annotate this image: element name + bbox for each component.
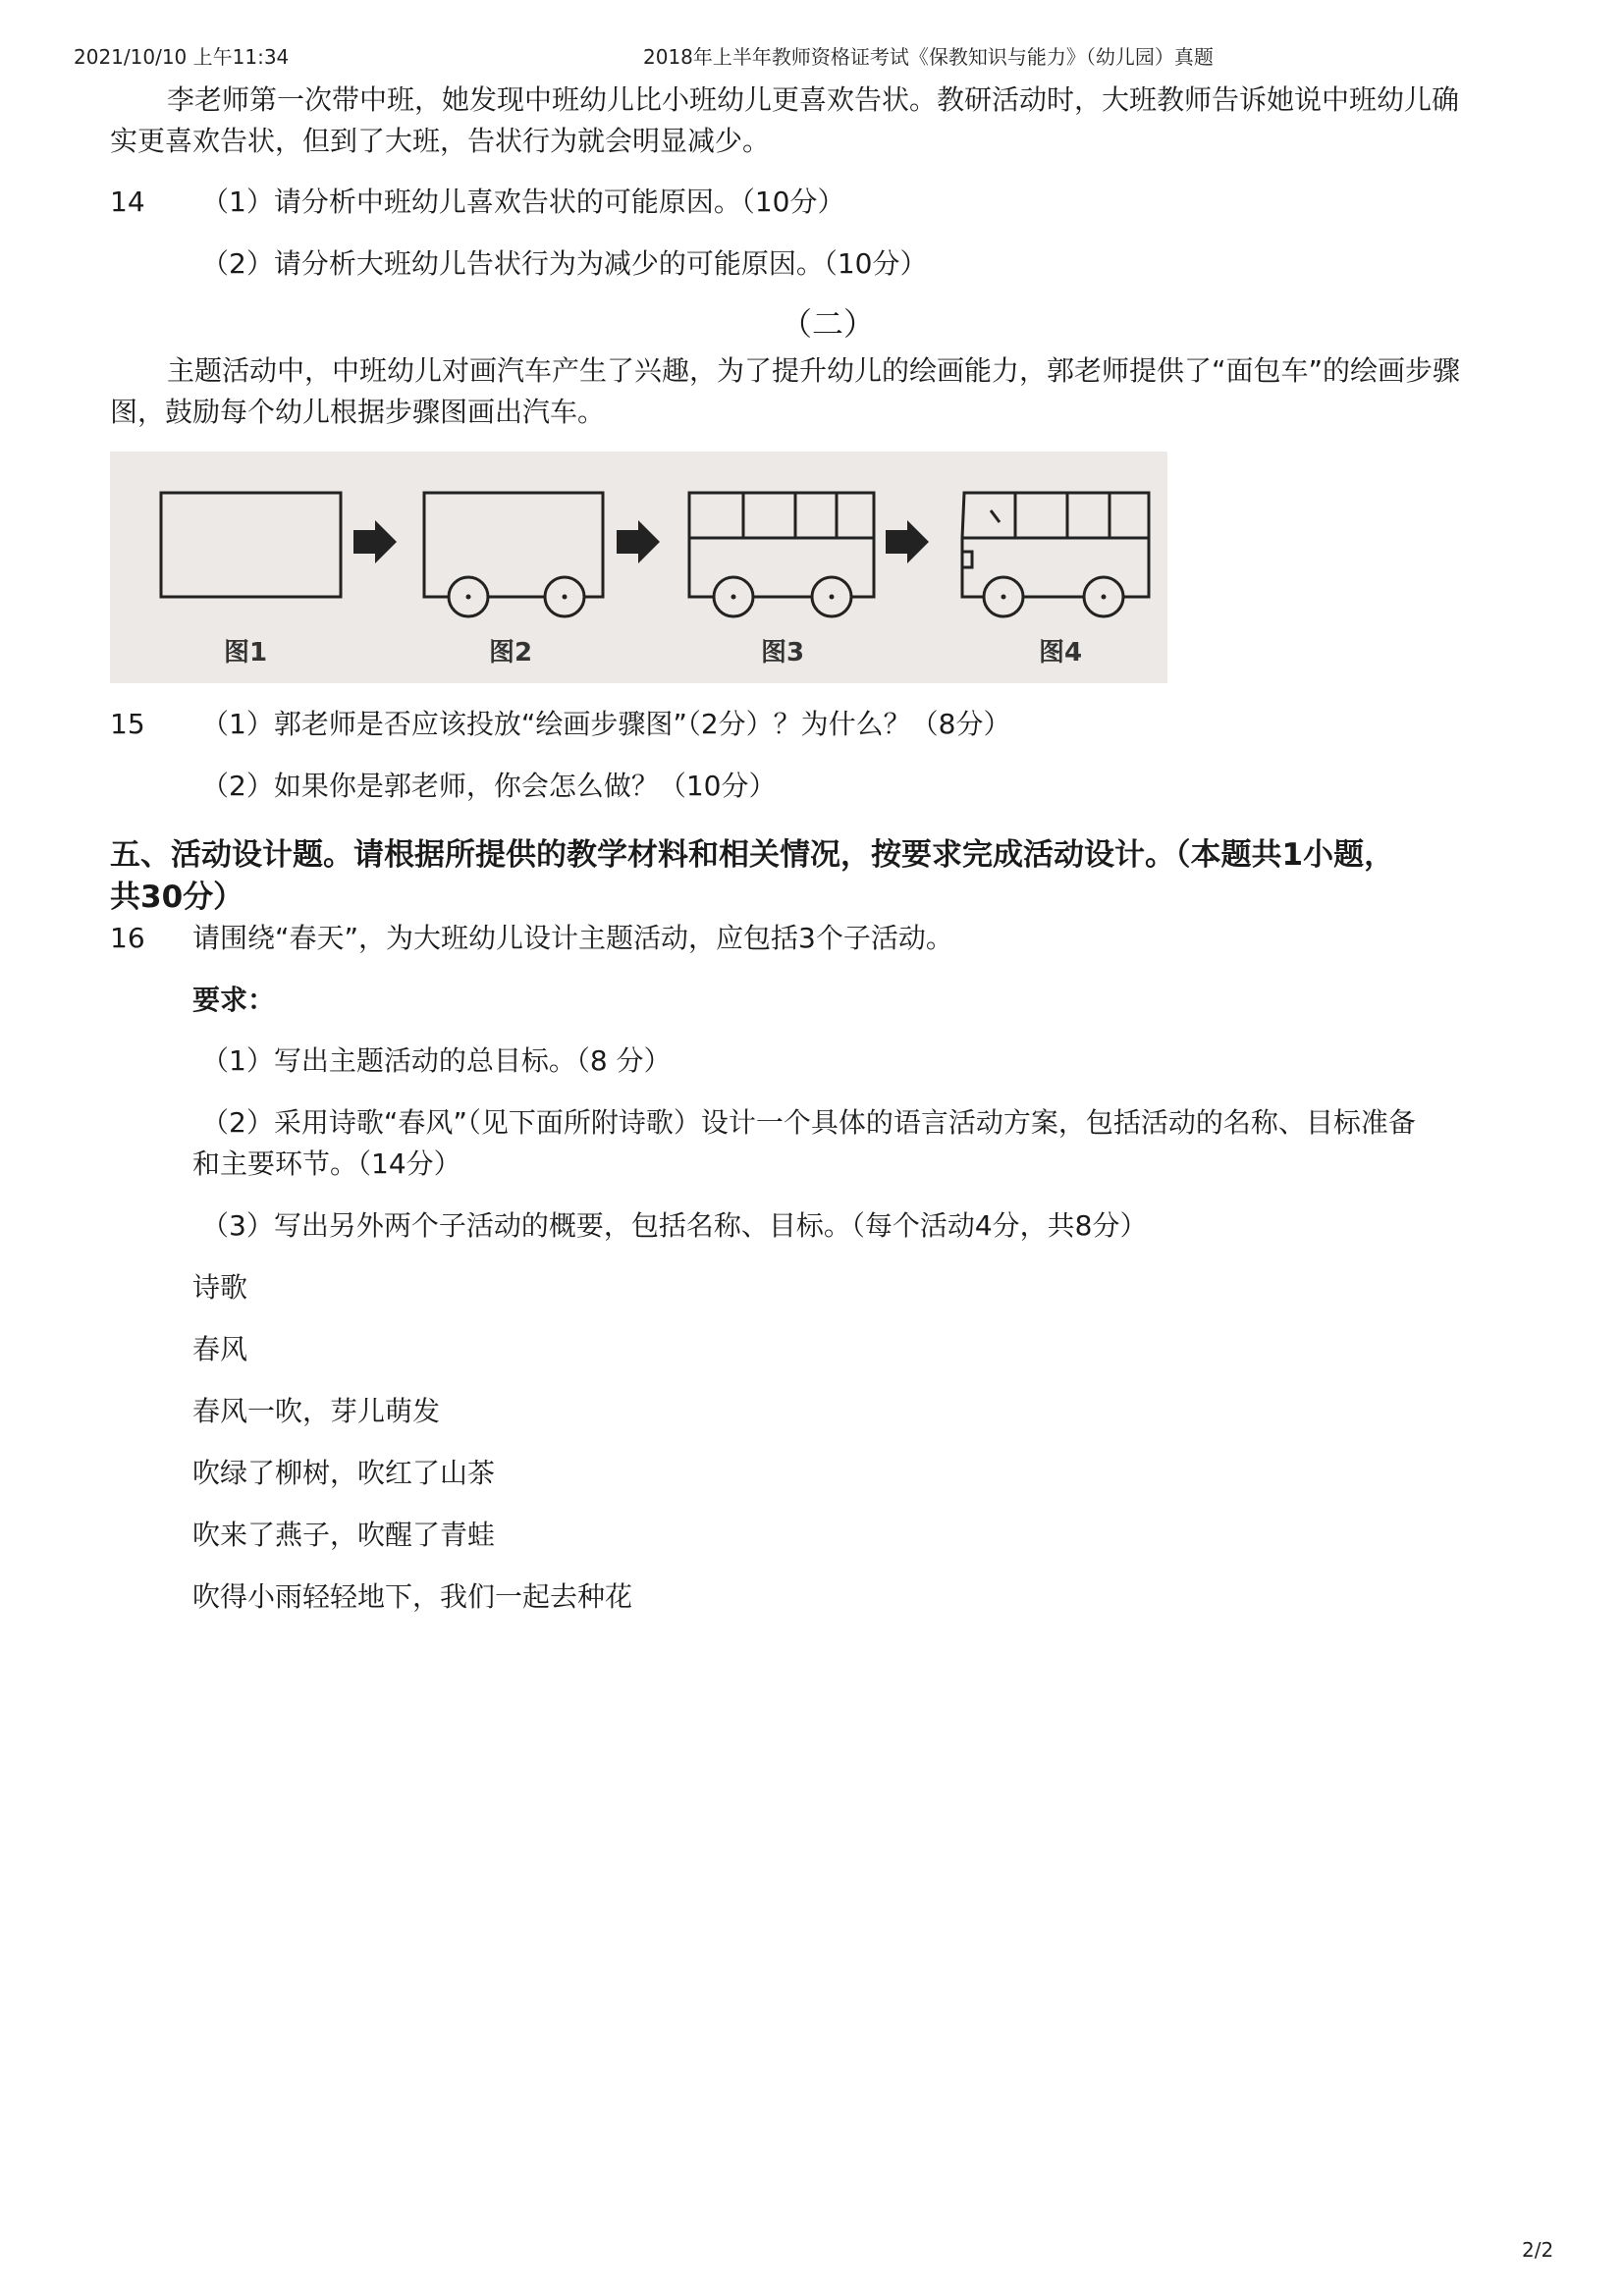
question-14-number: 14	[110, 186, 145, 218]
hub-step3-rear	[830, 595, 835, 600]
figure-caption-1: 图1	[223, 638, 268, 667]
headlight-step4	[962, 552, 972, 567]
question-14-sub2: （2）请分析大班幼儿告状行为为减少的可能原因。（10分）	[201, 247, 928, 280]
van-body-outline-step3	[689, 493, 874, 597]
poem-title: 春风	[192, 1333, 248, 1365]
wiper-line-step4	[991, 510, 1000, 522]
requirements-label: 要求：	[192, 984, 276, 1016]
page-number: 2/2	[1522, 2238, 1554, 2262]
requirement-1: （1）写出主题活动的总目标。（8 分）	[201, 1044, 672, 1077]
requirement-2-line2: 和主要环节。（14分）	[192, 1148, 461, 1180]
hub-step3-front	[731, 595, 736, 600]
poem-line-1: 春风一吹，芽儿萌发	[192, 1395, 441, 1427]
requirement-2-line1: （2）采用诗歌“春风”（见下面所附诗歌）设计一个具体的语言活动方案，包括活动的名称、目标准备	[201, 1106, 1416, 1139]
question-16-number: 16	[110, 922, 145, 954]
van-body-outline-step1	[161, 493, 341, 597]
van-drawing-steps-figure	[110, 452, 1167, 683]
case2-text-line1: 主题活动中，中班幼儿对画汽车产生了兴趣，为了提升幼儿的绘画能力，郭老师提供了“面包车”的绘画步骤	[167, 354, 1461, 387]
figure-caption-3: 图3	[760, 638, 805, 667]
poem-line-2: 吹绿了柳树，吹红了山茶	[192, 1457, 496, 1489]
poem-label: 诗歌	[192, 1271, 248, 1304]
hub-step2-front	[466, 595, 471, 600]
poem-line-4: 吹得小雨轻轻地下，我们一起去种花	[192, 1580, 633, 1613]
header-datetime: 2021/10/10 上午11:34	[74, 45, 290, 69]
arrow-right-icon	[353, 520, 397, 563]
requirement-3: （3）写出另外两个子活动的概要，包括名称、目标。（每个活动4分，共8分）	[201, 1209, 1148, 1242]
case1-text-line2: 实更喜欢告状，但到了大班，告状行为就会明显减少。	[110, 125, 771, 157]
header-document-title: 2018年上半年教师资格证考试《保教知识与能力》（幼儿园）真题	[643, 45, 1214, 69]
poem-line-3: 吹来了燕子，吹醒了青蛙	[192, 1519, 496, 1551]
hub-step2-rear	[563, 595, 568, 600]
arrow-right-icon	[886, 520, 929, 563]
van-steps-svg	[110, 452, 1167, 683]
question-15-sub1: （1）郭老师是否应该投放“绘画步骤图”（2分）？为什么？（8分）	[201, 708, 1011, 740]
figure-caption-4: 图4	[1038, 638, 1083, 667]
section-five-heading-line1: 五、活动设计题。请根据所提供的教学材料和相关情况，按要求完成活动设计。（本题共1小题，	[110, 837, 1395, 873]
section-five-heading-line2: 共30分）	[110, 880, 244, 915]
figure-caption-2: 图2	[488, 638, 533, 667]
question-14-sub1: （1）请分析中班幼儿喜欢告状的可能原因。（10分）	[201, 186, 845, 218]
question-16-prompt: 请围绕“春天”，为大班幼儿设计主题活动，应包括3个子活动。	[192, 922, 953, 954]
section-two-heading: （二）	[781, 305, 876, 343]
hub-step4-rear	[1102, 595, 1107, 600]
case2-text-line2: 图，鼓励每个幼儿根据步骤图画出汽车。	[110, 396, 606, 428]
arrow-right-icon	[617, 520, 660, 563]
hub-step4-front	[1001, 595, 1006, 600]
question-15-number: 15	[110, 708, 145, 740]
case1-text-line1: 李老师第一次带中班，她发现中班幼儿比小班幼儿更喜欢告状。教研活动时，大班教师告诉她说中班幼儿确	[167, 83, 1460, 116]
question-15-sub2: （2）如果你是郭老师，你会怎么做？（10分）	[201, 770, 777, 802]
